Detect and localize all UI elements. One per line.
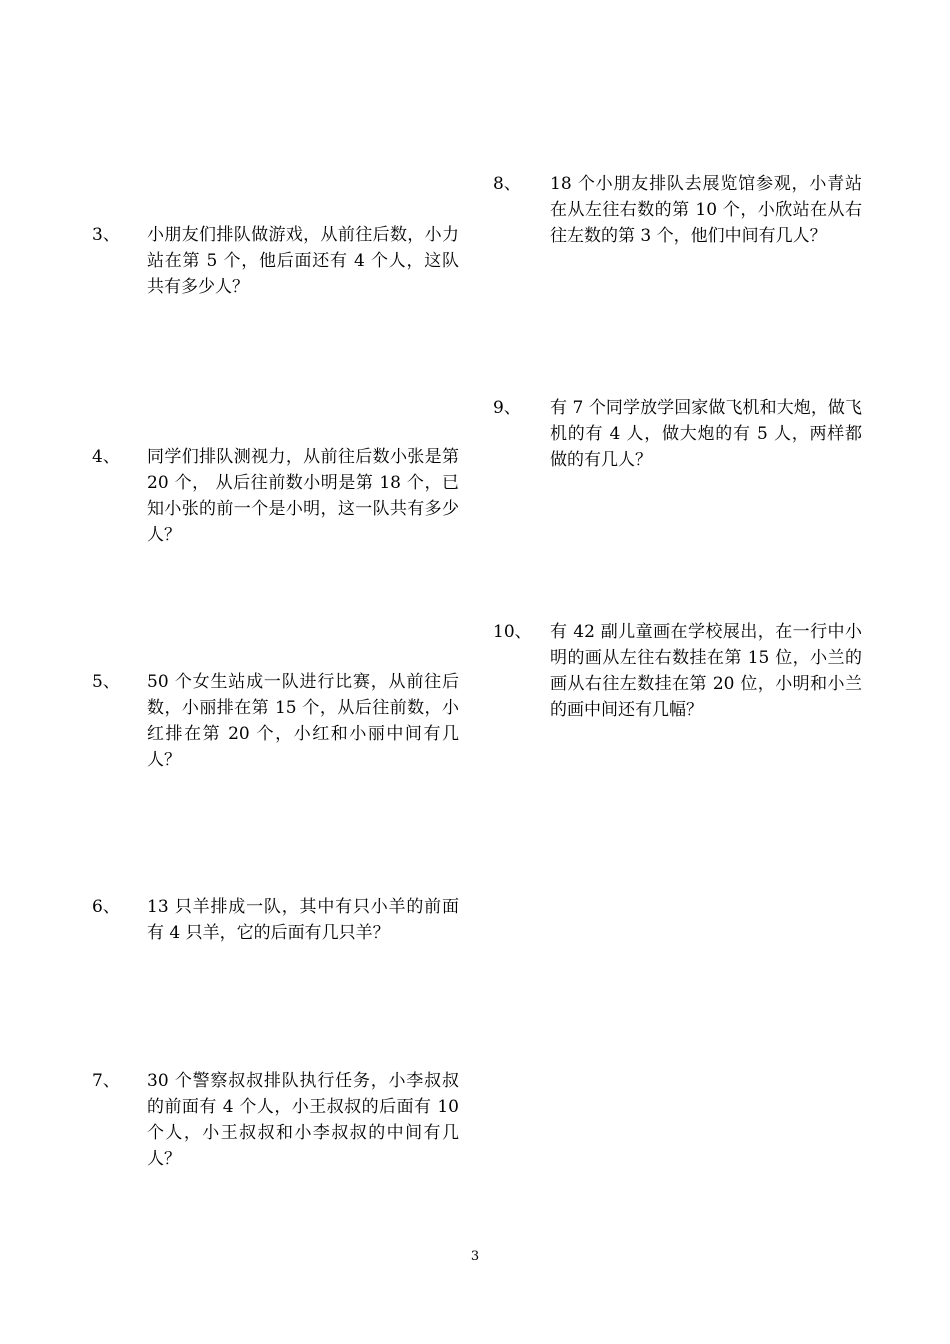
problem-text: 13 只羊排成一队，其中有只小羊的前面有 4 只羊，它的后面有几只羊？ — [147, 897, 459, 943]
problem-number: 10、 — [493, 622, 532, 642]
problem-number: 4、 — [92, 447, 120, 467]
problem-number: 3、 — [92, 225, 120, 245]
problem-text: 30 个警察叔叔排队执行任务，小李叔叔的前面有 4 个人，小王叔叔的后面有 10 个人，小王叔叔和小李叔叔的中间有几人？ — [147, 1071, 459, 1169]
problem-number: 6、 — [92, 897, 120, 917]
problem-text: 有 42 副儿童画在学校展出，在一行中小明的画从左往右数挂在第 15 位，小兰的画从右往左数挂在第 20 位，小明和小兰的画中间还有几幅？ — [550, 622, 862, 720]
problem-number: 5、 — [92, 672, 120, 692]
page-number: 3 — [470, 1249, 480, 1264]
problem-text: 50 个女生站成一队进行比赛，从前往后数，小丽排在第 15 个，从后往前数，小红排在第 20 个，小红和小丽中间有几人？ — [147, 672, 459, 770]
problem-text: 有 7 个同学放学回家做飞机和大炮，做飞机的有 4 人，做大炮的有 5 人，两样都做的有几人？ — [550, 398, 862, 470]
problem-number: 7、 — [92, 1071, 120, 1091]
problem-text: 小朋友们排队做游戏，从前往后数，小力站在第 5 个，他后面还有 4 个人，这队共有多少人？ — [147, 225, 459, 297]
problem-text: 18 个小朋友排队去展览馆参观，小青站在从左往右数的第 10 个，小欣站在从右往左数的第 3 个，他们中间有几人？ — [550, 174, 862, 246]
problem-text: 同学们排队测视力，从前往后数小张是第 20 个， 从后往前数小明是第 18 个，已知小张的前一个是小明，这一队共有多少人？ — [147, 447, 459, 545]
problem-number: 9、 — [493, 398, 521, 418]
problem-number: 8、 — [493, 174, 521, 194]
